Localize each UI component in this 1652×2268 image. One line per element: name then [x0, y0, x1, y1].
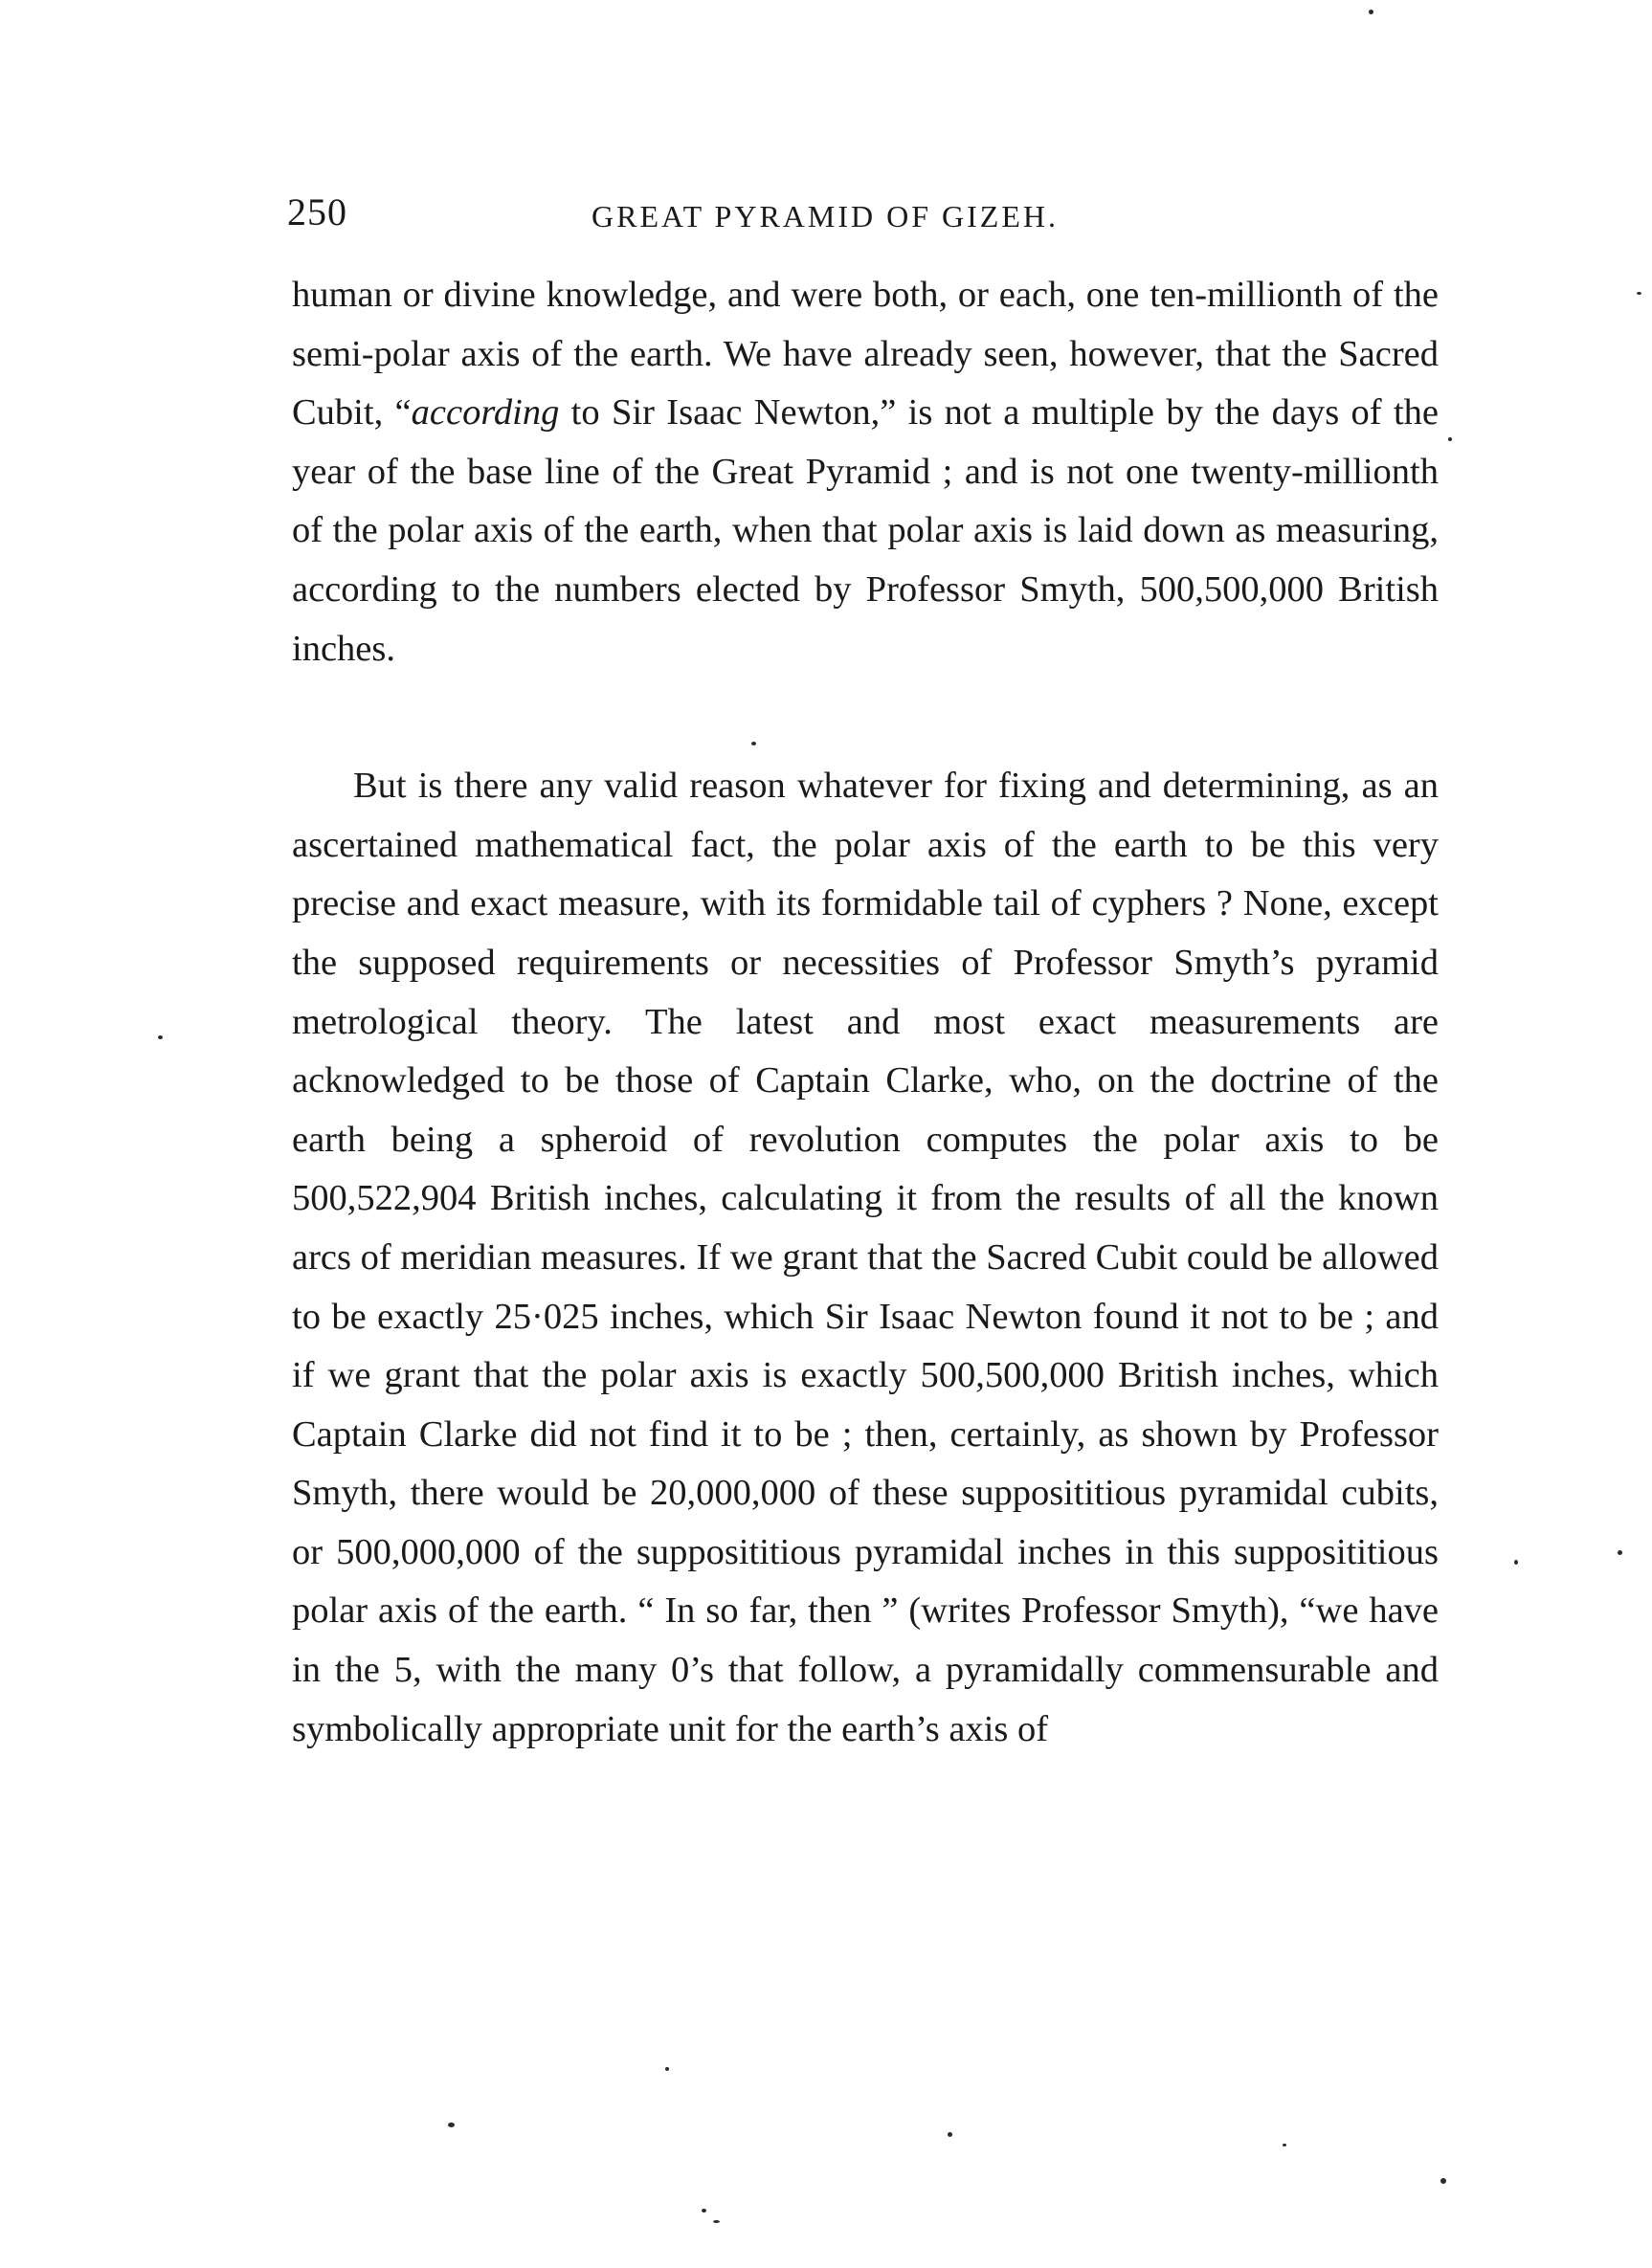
scan-speck — [1283, 2144, 1286, 2146]
scan-speck — [1440, 2178, 1446, 2184]
scan-speck — [702, 2209, 706, 2212]
running-head — [287, 184, 1436, 241]
paragraph-1-text-a: human or divine knowledge, and were both, or each, one ten-millionth of the semi-polar axis of the earth. We have already seen, however, that the Sacred Cubit, “ — [292, 275, 1439, 434]
scan-speck — [948, 2132, 952, 2137]
scan-speck — [158, 1035, 163, 1039]
scan-speck — [1514, 1560, 1518, 1565]
paragraph-1-italic: according — [411, 392, 560, 434]
paragraph-1-text-b: to Sir Isaac Newton,” is not a multiple by the days of the year of the base line of the Great Pyramid ; and is not one twenty-millionth of the polar axis of the earth, when that polar axis is laid down as measuring, according to the numbers elected by Professor Smyth, 500,500,000 British inches. — [292, 392, 1439, 669]
scan-speck — [751, 742, 756, 745]
body-text — [292, 266, 1439, 1759]
scan-speck — [713, 2220, 720, 2223]
page-number: 250 — [287, 190, 347, 233]
scan-speck — [448, 2123, 455, 2127]
scan-speck — [1618, 1550, 1622, 1555]
running-title: GREAT PYRAMID OF GIZEH. — [592, 199, 1059, 233]
scan-speck — [1637, 292, 1641, 295]
scan-speck — [1369, 10, 1373, 14]
paragraph-2: But is there any valid reason whatever for fixing and determining, as an ascertained mathematical fact, the polar axis of the earth to be this very precise and exact measure, with its formidable tail of cyphers ? None, except the supposed requirements or necessities of Professor Smyth’s pyramid metrological theory. The latest and most exact measurements are acknowledged to be those of Captain Clarke, who, on the doctrine of the earth being a spheroid of revolution computes the polar axis to be 500,522,904 British inches, calculating it from the results of all the known arcs of meridian measures. If we grant that the Sacred Cubit could be allowed to be exactly 25·025 inches, which Sir Isaac Newton found it not to be ; and if we grant that the polar axis is exactly 500,500,000 British inches, which Captain Clarke did not find it to be ; then, certainly, as shown by Professor Smyth, there would be 20,000,000 of these supposititious pyramidal cubits, or 500,000,000 of the supposititious pyramidal inches in this supposititious polar axis of the earth. “ In so far, then ” (writes Professor Smyth), “we have in the 5, with the many 0’s that follow, a pyramidally commensurable and symbolically appropriate unit for the earth’s axis of — [292, 766, 1439, 1749]
paragraph-1 — [292, 266, 1439, 678]
scan-speck — [665, 2067, 669, 2071]
scan-speck — [1448, 437, 1452, 441]
